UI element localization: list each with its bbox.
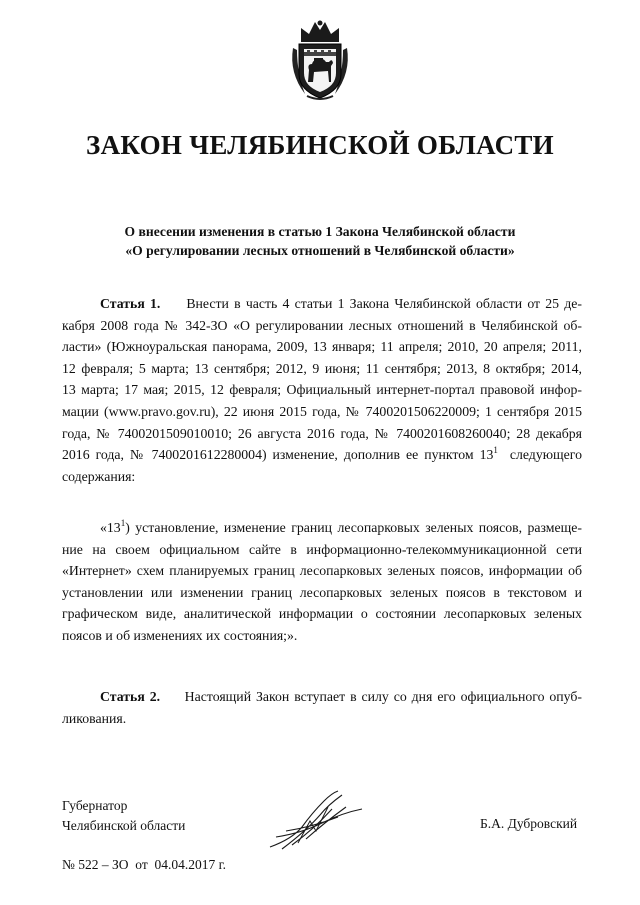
signer-position-line-1: Губернатор: [62, 798, 128, 813]
article-1-line-6: мации (www.pravo.gov.ru), 22 июня 2015 года, № 7400201506220009; 1 сентября 2015: [62, 403, 582, 419]
article-1-line-5: 13 марта; 17 мая; 2015, 12 февраля; Официальный интернет-портал правовой инфор-: [62, 382, 582, 398]
quote-line-4: установлении или изменении границ лесопарковых зеленых поясов в текстовом и: [62, 584, 582, 600]
quote-line-3: «Интернет» схем планируемых границ лесопарковых зеленых поясов, информации об: [62, 563, 582, 579]
article-2-paragraph: [62, 686, 582, 729]
law-title: ЗАКОН ЧЕЛЯБИНСКОЙ ОБЛАСТИ: [86, 130, 554, 160]
article-1-line-7: года, № 7400201509010010; 26 августа 2016 года, № 7400201608260040; 28 декабря: [62, 425, 582, 441]
article-2-label: Статья 2.: [100, 689, 161, 704]
article-2-line-1: Настоящий Закон вступает в силу со дня его официального опуб-: [184, 689, 582, 704]
article-1-line-1: Внести в часть 4 статьи 1 Закона Челябинской области от 25 де-: [186, 296, 583, 311]
article-1-superscript: 1: [493, 445, 498, 456]
quote-superscript: 1: [120, 518, 126, 528]
law-subtitle: [40, 222, 600, 260]
article-1-line-3: ласти» (Южноуральская панорама, 2009, 13 января; 11 апреля; 2010, 20 апреля; 2011,: [62, 339, 582, 355]
chelyabinsk-coat-of-arms-icon: [287, 18, 353, 102]
article-1-paragraph: [62, 293, 582, 487]
article-1-line-9: содержания:: [62, 468, 136, 484]
article-1-line-8-end: следующего: [509, 447, 582, 463]
article-1-line-4: 12 февраля; 5 марта; 13 сентября; 2012, 9 июня; 11 сентября; 2013, 8 октября; 2014,: [62, 360, 582, 376]
subtitle-line-1: О внесении изменения в статью 1 Закона Челябинской области: [124, 224, 516, 239]
law-number-and-date: № 522 – ЗО от 04.04.2017 г.: [62, 857, 227, 872]
quote-line-5: графическом виде, аналитической информации о состоянии лесопарковых зеленых: [62, 606, 582, 622]
signer-position-line-2: Челябинской области: [62, 818, 186, 833]
quote-prefix: «13: [100, 520, 121, 535]
signer-position: [62, 796, 185, 836]
article-1-quote: [62, 517, 582, 647]
subtitle-line-2: «О регулировании лесных отношений в Челябинской области»: [125, 243, 515, 258]
signer-name: Б.А. Дубровский: [480, 816, 578, 831]
quote-line-2: ние на своем официальном сайте в информационно-телекоммуникационной сети: [62, 541, 582, 557]
article-1-label: Статья 1.: [100, 296, 161, 311]
quote-line-6: поясов и об изменениях их состояния;».: [62, 627, 298, 643]
quote-line-1: ) установление, изменение границ лесопарковых зеленых поясов, размеще-: [125, 520, 582, 535]
article-2-line-2: ликования.: [62, 710, 127, 726]
article-1-line-2: кабря 2008 года № 342-ЗО «О регулировании лесных отношений в Челябинской об-: [62, 317, 582, 333]
article-1-line-8: 2016 года, № 7400201612280004) изменение, дополнив ее пунктом 13: [62, 447, 494, 463]
handwritten-signature: [262, 787, 372, 855]
